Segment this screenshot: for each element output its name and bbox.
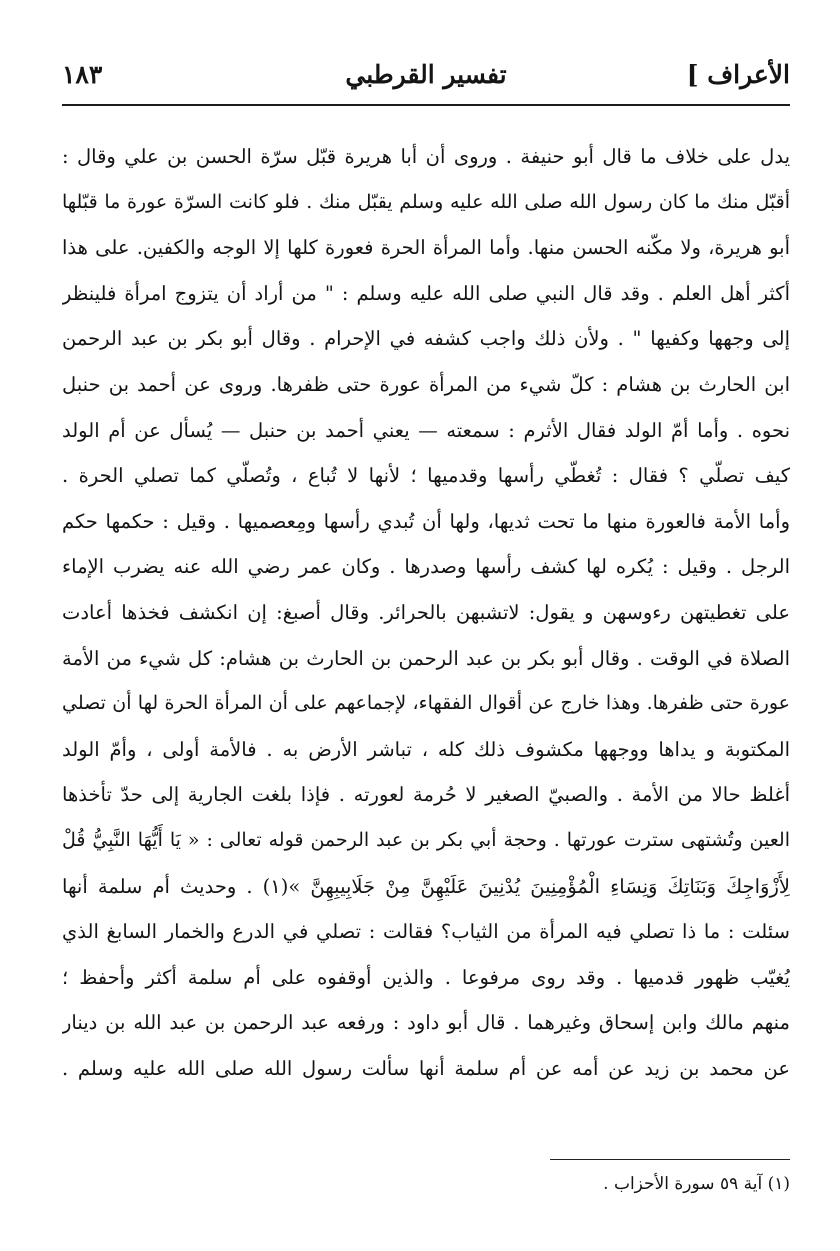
text-line: يدل على خلاف ما قال أبو حنيفة . وروى أن أبا هريرة قبّل سرّة الحسن بن علي وقال : [62,145,790,168]
text-line: أقبّل منك ما كان رسول الله صلى الله عليه وسلم يقبّل منك . فلو كانت السرّة عورة ما قبّلها [62,190,790,213]
text-line: أبو هريرة، ولا مكّنه الحسن منها. وأما المرأة الحرة فعورة كلها إلا الوجه والكفين. على هذا [62,236,790,260]
text-line: الصلاة في الوقت . وقال أبو بكر بن عبد الرحمن بن الحارث بن هشام: كل شيء من الأمة [62,646,790,670]
text-line: على تغطيتهن رءوسهن و يقول: لاتشبهن بالحرائر. وقال أصبغ: إن انكشف فخذها أعادت [62,600,790,624]
footnote-rule [550,1159,790,1160]
text-line: أغلظ حالا من الأمة . والصبيّ الصغير لا حُرمة لعورته . فإذا بلغت الجارية إلى حدّ تأخذها [62,783,790,807]
body-text [62,134,790,1091]
text-line: وأما الأمة فالعورة منها ما تحت ثديها، ولها أن تُبدي رأسها ومِعصميها . وقيل : حكمها حكم [62,509,790,533]
footnote: (١) آية ٥٩ سورة الأحزاب . [603,1174,790,1194]
header-rule [62,104,790,106]
text-line: يُغيّب ظهور قدميها . وقد روى مرفوعا . والذين أوقفوه على أم سلمة أكثر وأحفظ ؛ [62,965,790,989]
text-line: كيف تصلّي ؟ فقال : تُغطّي رأسها وقدميها ؛ لأنها لا تُباع ، وتُصلّي كما تصلي الحرة . [62,464,790,488]
text-line: أكثر أهل العلم . وقد قال النبي صلى الله عليه وسلم : " من أراد أن يتزوج امرأة فلينظر [62,281,790,305]
surah-name: الأعراف ] [686,60,790,89]
page-number: ١٨٣ [62,60,103,89]
book-title: تفسير القرطبي [345,60,507,89]
text-line: لِأَزْوَاجِكَ وَبَنَاتِكَ وَنِسَاءِ الْمُؤْمِنِينَ يُدْنِينَ عَلَيْهِنَّ مِنْ جَلَابِيبِهِنَّ »(١) . وحديث أم سلمة أنها [62,874,790,898]
text-line: ابن الحارث بن هشام : كلّ شيء من المرأة عورة حتى ظفرها. وروى عن أحمد بن حنبل [62,372,790,396]
text-line: المكتوبة و يداها ووجهها مكشوف ذلك كله ، تباشر الأرض به . فالأمة أولى ، وأمّ الولد [62,737,790,761]
text-line: نحوه . وأما أمّ الولد فقال الأثرم : سمعته — يعني أحمد بن حنبل — يُسأل عن أم الولد [62,418,790,442]
text-line: الرجل . وقيل : يُكره لها كشف رأسها وصدرها . وكان عمر رضي الله عنه يضرب الإماء [62,555,790,579]
text-line: العين وتُشتهى سترت عورتها . وحجة أبي بكر بن عبد الرحمن قوله تعالى : « يَا أَيُّهَا النَّبِيُّ قُلْ [62,828,790,851]
text-line: عورة حتى ظفرها. وهذا خارج عن أقوال الفقهاء، لإجماعهم على أن المرأة الحرة لها أن تصلي [62,692,790,715]
text-line: منهم مالك وابن إسحاق وغيرهما . قال أبو داود : ورفعه عبد الرحمن بن عبد الله بن دينار [62,1011,790,1035]
text-line: عن محمد بن زيد عن أمه عن أم سلمة أنها سألت رسول الله صلى الله عليه وسلم . [62,1056,790,1080]
text-line: إلى وجهها وكفيها " . ولأن ذلك واجب كشفه في الإحرام . وقال أبو بكر بن عبد الرحمن [62,327,790,351]
text-line: سئلت : ما ذا تصلي فيه المرأة من الثياب؟ فقالت : تصلي في الدرع والخمار السابغ الذي [62,920,790,944]
running-header [62,58,790,104]
